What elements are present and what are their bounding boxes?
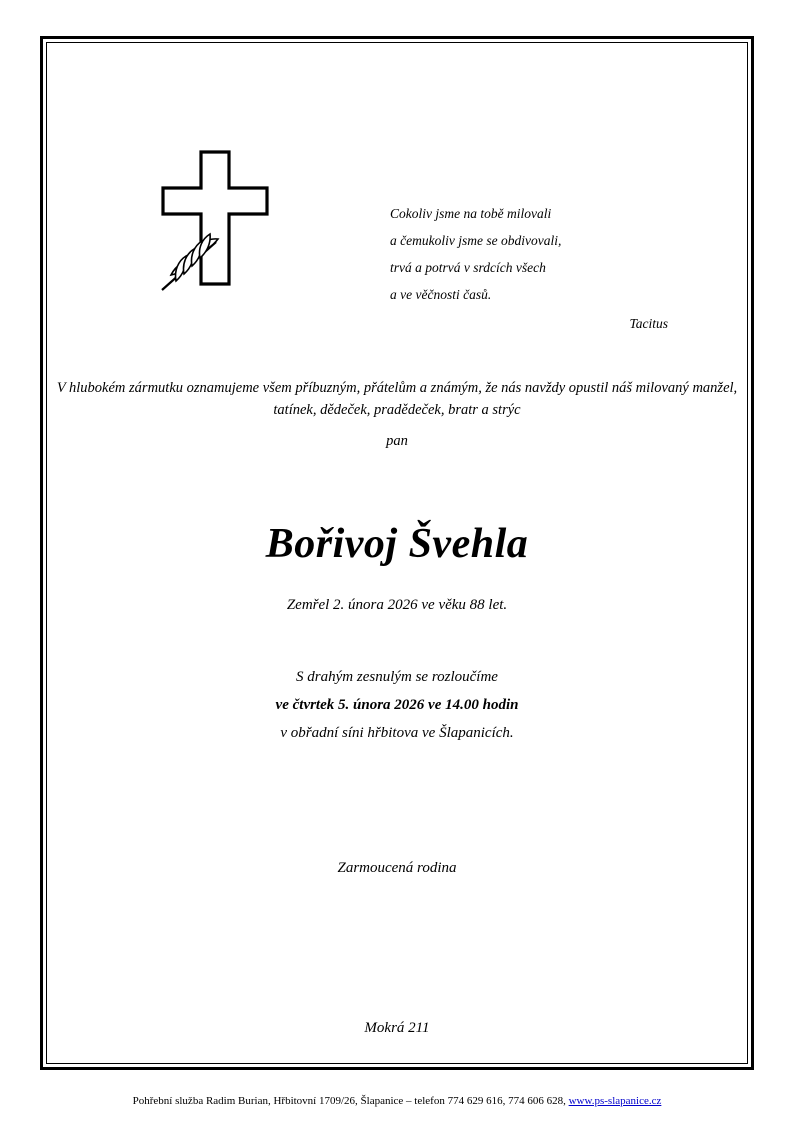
ceremony-place: v obřadní síni hřbitova ve Šlapanicích. bbox=[280, 724, 514, 741]
quote-line-3: trvá a potrvá v srdcích všech bbox=[390, 260, 546, 275]
quote-block bbox=[390, 200, 690, 337]
quote-line-2: a čemukoliv jsme se obdivovali, bbox=[390, 233, 562, 248]
announcement-line-2: navždy opustil náš milovaný manžel, tatínek, dědeček, pradědeček, bratr a strýc bbox=[273, 380, 738, 419]
announcement-block bbox=[56, 377, 738, 452]
footer-text: Pohřební služba Radim Burian, Hřbitovní 1709/26, Šlapanice – telefon 774 629 616, 774 606 628, bbox=[132, 1095, 569, 1107]
notice-content bbox=[56, 52, 738, 1054]
cross-and-palm-graphic bbox=[154, 144, 284, 294]
quote-author: Tacitus bbox=[629, 316, 668, 331]
quote-line-1: Cokoliv jsme na tobě milovali bbox=[390, 206, 552, 221]
quote-line-4: a ve věčnosti časů. bbox=[390, 287, 492, 302]
cross-icon bbox=[154, 144, 284, 294]
footer-imprint bbox=[0, 1095, 794, 1107]
ceremony-datetime: ve čtvrtek 5. února 2026 ve 14.00 hodin bbox=[275, 696, 519, 713]
address-line: Mokrá 211 bbox=[364, 1020, 430, 1036]
deceased-name: Bořivoj Švehla bbox=[265, 521, 529, 567]
footer-website-link[interactable]: www.ps-slapanice.cz bbox=[568, 1095, 662, 1107]
ceremony-line-1: S drahým zesnulým se rozloučíme bbox=[296, 669, 498, 685]
honorific-pan: pan bbox=[386, 432, 408, 449]
death-date-age: Zemřel 2. února 2026 ve věku 88 let. bbox=[286, 597, 508, 613]
family-signature: Zarmoucená rodina bbox=[337, 860, 457, 876]
ceremony-block bbox=[56, 664, 738, 747]
announcement-line-1: V hlubokém zármutku oznamujeme všem příbuzným, přátelům a známým, že nás bbox=[56, 380, 522, 396]
